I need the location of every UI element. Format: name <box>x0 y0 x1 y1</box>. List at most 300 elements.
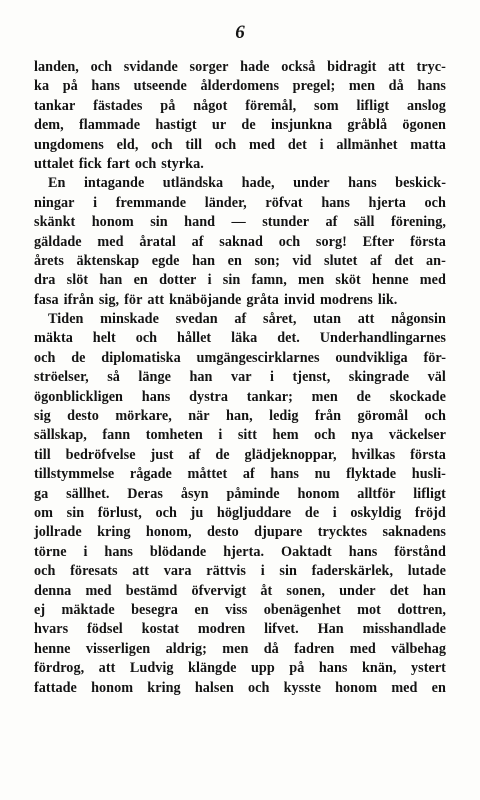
word: hans <box>91 78 121 95</box>
word: första <box>410 233 446 250</box>
word: också <box>281 59 316 75</box>
word: för <box>124 291 143 308</box>
text-line <box>34 485 446 504</box>
word: i <box>260 563 265 580</box>
word: visserligen <box>85 640 151 657</box>
text-line <box>34 601 446 620</box>
word: hans <box>348 175 377 192</box>
word: bidragit <box>327 59 377 75</box>
text-line <box>34 679 446 698</box>
word: väl <box>427 369 446 386</box>
word: ögonblickligen <box>34 388 123 405</box>
word: öfvervigt <box>191 582 247 599</box>
word: fröjd <box>414 504 446 521</box>
word: Deras <box>127 485 163 502</box>
word: lutade <box>407 563 446 580</box>
word: modren <box>197 621 246 638</box>
word: djupare <box>254 524 303 541</box>
word: obenägenhet <box>263 601 341 618</box>
word: hans <box>348 543 378 560</box>
word: förlust, <box>97 504 142 521</box>
word: törne <box>34 543 67 560</box>
word: väckelser <box>388 427 446 444</box>
word: från <box>314 408 342 425</box>
word: flyktade <box>346 466 397 483</box>
word: med <box>349 640 376 657</box>
word: hjerta <box>368 194 406 211</box>
word: sköt <box>335 272 361 289</box>
word: En <box>48 175 66 192</box>
word: ungdomens <box>34 136 104 153</box>
word: sonen, <box>286 582 325 599</box>
word: blödande <box>149 543 207 560</box>
word: så <box>107 369 120 386</box>
word: vara <box>163 563 192 580</box>
word: oundvikliga <box>335 349 408 366</box>
word: hade, <box>241 175 275 192</box>
word: beskick- <box>395 175 446 192</box>
word: ålderdomens <box>200 78 280 95</box>
word: på <box>289 660 305 677</box>
word: de <box>304 504 320 521</box>
word: aldrig; <box>165 640 207 657</box>
word: och <box>278 233 301 250</box>
word: mäktade <box>61 601 115 618</box>
text-line <box>34 329 446 348</box>
word: honom <box>335 679 378 696</box>
word: ga <box>34 485 49 502</box>
word: han <box>99 272 123 289</box>
word: fördrog, <box>34 660 85 677</box>
word: gråblå <box>347 117 388 134</box>
word: en <box>194 601 209 618</box>
word: dystra <box>189 388 229 405</box>
word: pregel; <box>292 78 336 95</box>
word: i <box>93 194 98 211</box>
word: diplomatiska <box>101 349 181 366</box>
word: dottren, <box>397 601 446 618</box>
word: utseende <box>133 78 187 95</box>
word: födsel <box>87 621 123 638</box>
text-line <box>34 271 446 290</box>
word: var <box>230 369 252 386</box>
word: om <box>34 504 54 521</box>
word: mörkare, <box>115 408 172 425</box>
body-text <box>34 58 446 698</box>
word: landen, <box>34 59 79 75</box>
word: matta <box>410 136 446 153</box>
text-line <box>34 155 446 174</box>
word: Tiden <box>48 311 84 328</box>
word: utländska <box>162 175 224 192</box>
word: klängde <box>188 660 237 677</box>
word: men <box>311 388 338 405</box>
text-line <box>34 465 446 484</box>
word: flammade <box>79 117 141 134</box>
word: af <box>188 446 201 463</box>
word: bestämd <box>125 582 178 599</box>
word: att <box>98 660 116 677</box>
word: tankar <box>34 97 76 114</box>
word: utan <box>313 311 342 328</box>
text-line <box>34 504 446 523</box>
word: tjenst, <box>292 369 331 386</box>
word: dra <box>34 272 56 289</box>
word: på <box>62 78 78 95</box>
word: i <box>319 136 324 153</box>
text-line <box>34 407 446 426</box>
text-line <box>34 659 446 678</box>
word: alltför <box>357 485 396 502</box>
word: ögonen <box>402 117 446 134</box>
word: henne <box>372 272 409 289</box>
word: och <box>134 155 157 172</box>
word: och <box>155 504 177 521</box>
word: hand <box>184 214 216 231</box>
word: henne <box>34 640 71 657</box>
text-line <box>34 97 446 116</box>
word: under <box>339 582 376 599</box>
text-line <box>34 368 446 387</box>
word: när <box>188 408 210 425</box>
word: besegra <box>131 601 178 618</box>
word: knäböjande <box>169 291 242 308</box>
word: husli- <box>411 466 446 483</box>
word: rågade <box>129 466 172 483</box>
word: till <box>34 446 51 463</box>
word: de <box>241 117 256 134</box>
word: tomheten <box>145 427 203 444</box>
word: upp <box>250 660 275 677</box>
word: gäldade <box>34 233 82 250</box>
word: saknadens <box>382 524 446 541</box>
word: med <box>419 272 446 289</box>
word: och <box>151 136 173 153</box>
word: — <box>231 214 246 231</box>
word: säll <box>353 214 375 231</box>
word: kysste <box>283 679 321 696</box>
word: dotter <box>159 272 197 289</box>
word: sorg! <box>315 233 347 250</box>
word: Oaktadt <box>281 543 332 560</box>
word: trycktes <box>317 524 368 541</box>
word: sällhet. <box>66 485 110 502</box>
word: hans <box>321 194 350 211</box>
word: fasa <box>34 291 59 308</box>
word: fart <box>106 155 130 172</box>
word: slöt <box>66 272 89 289</box>
word: ströelser, <box>34 369 89 386</box>
word: sitt <box>237 427 257 444</box>
word: intagande <box>83 175 145 192</box>
word: han, <box>226 408 253 425</box>
word: allmänhet <box>336 136 398 153</box>
page-number: 6 <box>235 22 245 43</box>
text-line <box>34 310 446 329</box>
text-line <box>34 620 446 639</box>
word: lik. <box>377 291 398 308</box>
word: sin <box>279 563 297 580</box>
word: göromål <box>357 408 409 425</box>
text-line <box>34 213 446 232</box>
word: ur <box>211 117 227 134</box>
word: att <box>132 563 149 580</box>
word: för- <box>423 349 446 366</box>
word: en <box>133 272 148 289</box>
word: röfvat <box>265 194 303 211</box>
word: högljuddare <box>216 504 292 521</box>
word: men <box>222 640 249 657</box>
word: oskyldig <box>350 504 402 521</box>
word: åsyn <box>180 485 209 502</box>
word: välbehag <box>391 640 446 657</box>
word: knän, <box>361 660 397 677</box>
word: honom <box>297 485 340 502</box>
word: svidande <box>123 59 178 75</box>
word: mot <box>357 601 381 618</box>
word: han <box>189 369 213 386</box>
text-line <box>34 233 446 252</box>
word: i <box>83 543 88 560</box>
word: i <box>207 272 212 289</box>
word: hans <box>270 466 299 483</box>
word: af <box>325 214 338 231</box>
word: anslog <box>406 97 446 114</box>
word: egde <box>151 252 180 269</box>
word: i <box>270 369 275 386</box>
word: hjerta. <box>223 543 265 560</box>
word: Efter <box>362 233 395 250</box>
word: ju <box>190 504 204 521</box>
word: son; <box>254 252 280 269</box>
word: hans <box>417 78 446 95</box>
word: under <box>293 175 330 192</box>
text-line <box>34 349 446 368</box>
word: påminde <box>226 485 280 502</box>
text-line <box>34 562 446 581</box>
word: till <box>185 136 203 153</box>
word: i <box>218 427 223 444</box>
word: åratal <box>139 233 176 250</box>
text-line <box>34 446 446 465</box>
word: med <box>85 582 112 599</box>
word: misshandlade <box>362 621 446 638</box>
word: och <box>214 136 237 153</box>
word: modrens <box>319 291 373 308</box>
word: att <box>388 59 405 75</box>
word: sorger <box>189 59 229 75</box>
text-line <box>34 58 446 77</box>
word: Underhandlingarnes <box>319 330 446 347</box>
word: och <box>314 427 336 444</box>
text-line <box>34 388 446 407</box>
word: att <box>147 291 165 308</box>
text-line <box>34 426 446 445</box>
word: de <box>215 446 230 463</box>
word: kostat <box>141 621 180 638</box>
word: som <box>314 97 339 114</box>
word: viss <box>225 601 248 618</box>
word: och <box>34 563 56 580</box>
word: föremål, <box>245 97 297 114</box>
word: ystert <box>411 660 446 677</box>
word: umgängescirklarnes <box>196 349 320 366</box>
text-line <box>34 291 446 310</box>
word: hvilkas <box>351 446 396 463</box>
word: kring <box>97 524 131 541</box>
word: fästades <box>93 97 143 114</box>
word: det <box>287 136 307 153</box>
word: mäkta <box>34 330 73 347</box>
word: lifvet. <box>264 621 299 638</box>
word: honom <box>91 679 134 696</box>
word: bedröfvelse <box>65 446 136 463</box>
word: föresats <box>70 563 118 580</box>
word: såret, <box>263 311 297 328</box>
word: måttet <box>187 466 228 483</box>
word: fattade <box>34 679 77 696</box>
word: Han <box>317 621 344 638</box>
word: de <box>356 388 371 405</box>
word: hållet <box>177 330 212 347</box>
word: något <box>193 97 228 114</box>
word: hem <box>272 427 299 444</box>
word: och <box>247 679 270 696</box>
word: hans <box>104 543 133 560</box>
word: första <box>410 446 446 463</box>
word: äktenskap <box>76 252 140 269</box>
text-line <box>34 523 446 542</box>
word: skockade <box>389 388 446 405</box>
word: faderskärlek, <box>311 563 394 580</box>
word: de <box>71 349 86 366</box>
word: nya <box>351 427 374 444</box>
word: fadren <box>294 640 335 657</box>
word: ningar <box>34 194 75 211</box>
word: hans <box>141 388 171 405</box>
text-line <box>34 194 446 213</box>
word: Ludvig <box>129 660 174 677</box>
word: ej <box>34 601 46 618</box>
word: stunder <box>262 214 310 231</box>
word: tryc- <box>416 59 446 75</box>
word: saknad <box>219 233 263 250</box>
word: han <box>422 582 446 599</box>
word: då <box>388 78 404 95</box>
word: sin <box>150 214 168 231</box>
word: desto <box>67 408 99 425</box>
word: sig <box>34 408 51 425</box>
text-line <box>34 543 446 562</box>
text-line <box>34 582 446 601</box>
word: tankar; <box>246 388 293 405</box>
word: af <box>242 466 255 483</box>
word: honom <box>91 214 134 231</box>
word: styrka. <box>161 155 204 172</box>
text-line <box>34 136 446 155</box>
word: åt <box>260 582 273 599</box>
word: vid <box>292 252 312 269</box>
word: länge <box>138 369 171 386</box>
word: fann <box>102 427 131 444</box>
word: att <box>357 311 375 328</box>
word: och <box>34 349 56 366</box>
word: desto <box>206 524 239 541</box>
word: hastigt <box>155 117 197 134</box>
word: en <box>227 252 242 269</box>
word: uttalet <box>34 155 74 172</box>
word: honom, <box>145 524 192 541</box>
word: halsen <box>194 679 234 696</box>
word: läka <box>231 330 258 347</box>
text-line <box>34 252 446 271</box>
word: kring <box>147 679 181 696</box>
word: rättvis <box>206 563 246 580</box>
word: just <box>150 446 174 463</box>
text-line <box>34 116 446 135</box>
word: han <box>192 252 216 269</box>
word: förstånd <box>394 543 446 560</box>
word: sin <box>66 504 85 521</box>
word: skingrade <box>348 369 410 386</box>
word: jollrade <box>34 524 82 541</box>
word: och <box>90 59 113 75</box>
word: det <box>389 582 409 599</box>
word: ledig <box>269 408 299 425</box>
word: af <box>191 233 204 250</box>
word: men <box>348 78 376 95</box>
word: eld, <box>116 136 139 153</box>
word: förening, <box>390 214 446 231</box>
word: sällskap, <box>34 427 87 444</box>
word: årets <box>34 252 64 269</box>
word: slutet <box>324 252 358 269</box>
word: invid <box>283 291 315 308</box>
text-line <box>34 77 446 96</box>
word: på <box>160 97 176 114</box>
word: men <box>298 272 325 289</box>
word: sin <box>222 272 241 289</box>
word: skänkt <box>34 214 76 231</box>
word: gråta <box>246 291 279 308</box>
word: hade <box>240 59 270 75</box>
word: af <box>369 252 382 269</box>
word: och <box>135 330 158 347</box>
word: fick <box>78 155 102 172</box>
word: ka <box>34 78 50 95</box>
word: dem, <box>34 117 64 134</box>
word: helt <box>92 330 116 347</box>
word: svedan <box>175 311 218 328</box>
word: tillstymmelse <box>34 466 115 483</box>
word: insjunkna <box>270 117 333 134</box>
word: lifligt <box>356 97 390 114</box>
word: då <box>263 640 279 657</box>
word: och <box>424 408 446 425</box>
word: lifligt <box>413 485 446 502</box>
word: af <box>234 311 247 328</box>
word: famn, <box>251 272 287 289</box>
word: någonsin <box>391 311 446 328</box>
word: ifrån <box>63 291 94 308</box>
word: det <box>394 252 414 269</box>
text-line <box>34 174 446 193</box>
word: det. <box>277 330 300 347</box>
word: nu <box>314 466 331 483</box>
word: länder, <box>204 194 247 211</box>
word: med <box>248 136 276 153</box>
word: hvars <box>34 621 69 638</box>
